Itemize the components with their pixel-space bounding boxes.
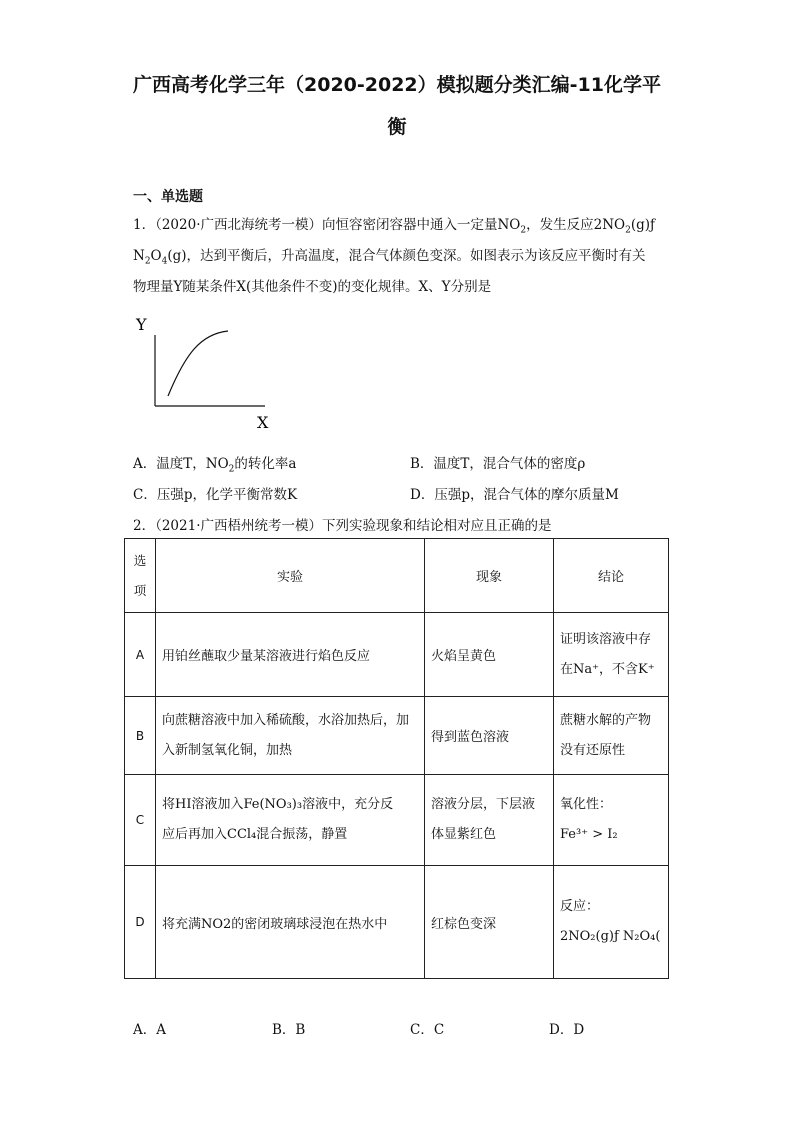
header-conclusion: 结论: [554, 539, 669, 613]
q1-stem-line1: 1．（2020·广西北海统考一模）向恒容密闭容器中通入一定量$NO_2$，发生反应$2NO_2(g)ƒ$: [133, 217, 656, 236]
row-d-option: D: [125, 866, 156, 979]
page-title-line1: 广西高考化学三年（2020-2022）模拟题分类汇编-11化学平: [133, 74, 661, 96]
row-c-conclusion: 氧化性： Fe³⁺ > I₂: [554, 775, 669, 866]
row-c-phenomenon: 溶液分层，下层液 体显紫红色: [425, 775, 554, 866]
section-heading: 一、单选题: [133, 189, 203, 205]
row-c-experiment: 将HI溶液加入Fe(NO₃)₃溶液中，充分反 应后再加入CCl₄混合振荡，静置: [156, 775, 425, 866]
table-row-d: [125, 866, 669, 979]
row-d-conclusion: 反应： 2NO₂(g)ƒ N₂O₄(: [554, 866, 669, 979]
q1-stem-line2: $N_2O_4(g)$，达到平衡后，升高温度，混合气体颜色变深。如图表示为该反应平衡时有关: [133, 248, 646, 267]
q2-choice-b[interactable]: B．B: [272, 1022, 306, 1038]
q1-option-b[interactable]: B．温度T，混合气体的密度ρ: [410, 456, 586, 472]
curve: [168, 331, 228, 396]
x-axis-label: X: [257, 413, 269, 432]
row-d-phenomenon: 红棕色变深: [425, 866, 554, 979]
q1-option-d[interactable]: D．压强p，混合气体的摩尔质量M: [410, 487, 619, 503]
header-option: 选项: [125, 539, 156, 613]
row-a-conclusion: 证明该溶液中存 在Na⁺，不含K⁺: [554, 613, 669, 697]
row-b-experiment: 向蔗糖溶液中加入稀硫酸，水浴加热后，加入新制氢氧化铜，加热: [156, 697, 425, 775]
q1-stem-line3: 物理量Y随某条件X(其他条件不变)的变化规律。X、Y分别是: [133, 279, 492, 295]
table-header-row: [125, 539, 669, 613]
row-b-option: B: [125, 697, 156, 775]
table-row-b: [125, 697, 669, 775]
q1-graph: [130, 310, 280, 435]
table-row-c: [125, 775, 669, 866]
row-a-phenomenon: 火焰呈黄色: [425, 613, 554, 697]
q2-table: [124, 538, 669, 979]
q1-option-c[interactable]: C．压强p，化学平衡常数K: [133, 487, 298, 503]
page-title-line2: 衡: [387, 116, 407, 138]
table-row-a: [125, 613, 669, 697]
q2-choice-a[interactable]: A．A: [133, 1022, 166, 1038]
row-a-option: A: [125, 613, 156, 697]
row-b-phenomenon: 得到蓝色溶液: [425, 697, 554, 775]
row-c-option: C: [125, 775, 156, 866]
q2-stem: 2．（2021·广西梧州统考一模）下列实验现象和结论相对应且正确的是: [133, 518, 552, 534]
row-b-conclusion: 蔗糖水解的产物 没有还原性: [554, 697, 669, 775]
y-axis-label: Y: [136, 315, 147, 334]
header-phenomenon: 现象: [425, 539, 554, 613]
row-a-experiment: 用铂丝蘸取少量某溶液进行焰色反应: [156, 613, 425, 697]
q2-choice-c[interactable]: C．C: [410, 1022, 445, 1038]
q2-choice-d[interactable]: D．D: [549, 1022, 585, 1038]
header-experiment: 实验: [156, 539, 425, 613]
q1-option-a[interactable]: A．温度T，$NO_2$的转化率a: [133, 456, 297, 475]
row-d-experiment: 将充满NO2的密闭玻璃球浸泡在热水中: [156, 866, 425, 979]
